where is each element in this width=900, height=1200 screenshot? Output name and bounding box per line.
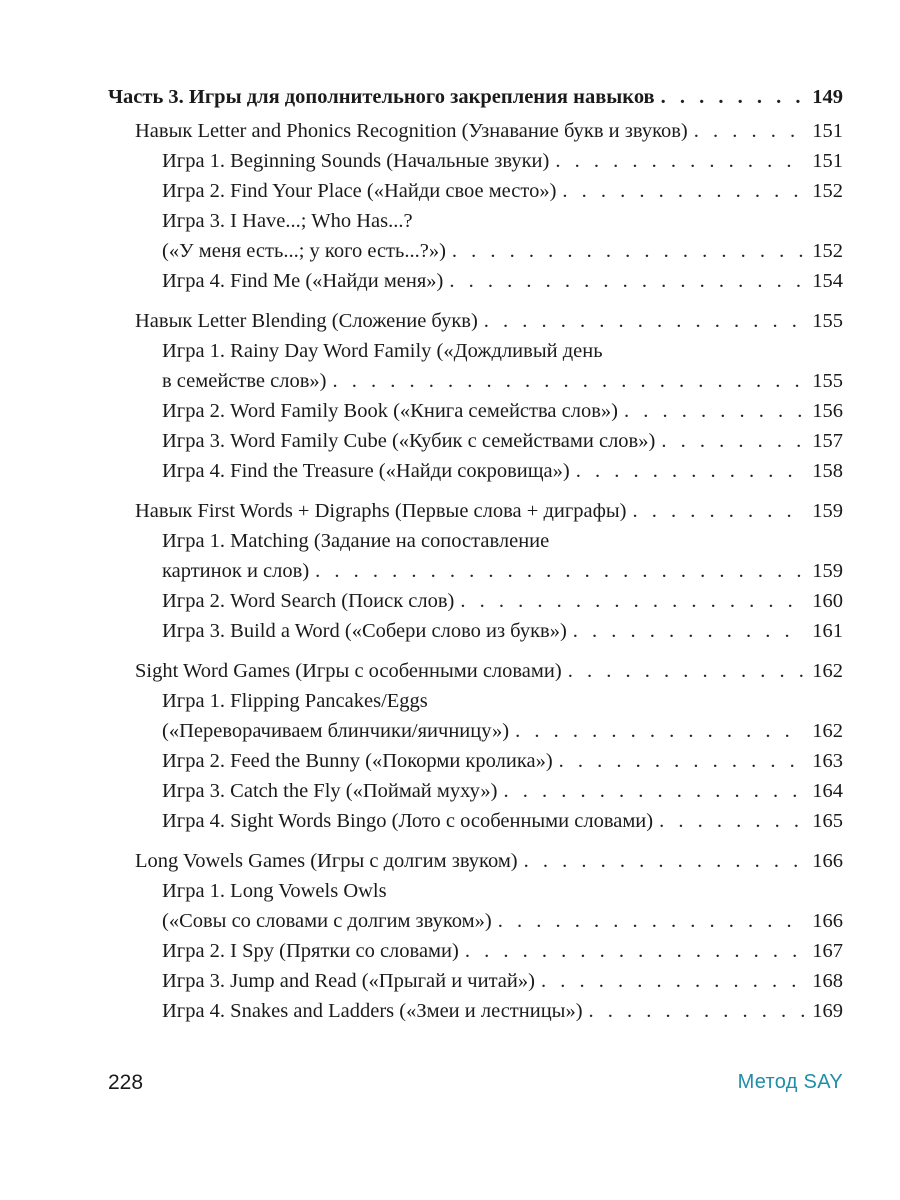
toc-entry-title: («Переворачиваем блинчики/яичницу») [162,720,510,742]
toc-entry-title: Игра 4. Find the Treasure («Найди сокровища») [162,460,570,482]
toc-entry-title: Навык First Words + Digraphs (Первые слова + диграфы) [135,500,627,522]
toc-entry-title: Игра 2. Find Your Place («Найди свое место») [162,180,557,202]
toc-entry[interactable] [108,806,843,836]
toc-page-number: 151 [812,150,843,172]
toc-page-number: 167 [812,940,843,962]
toc-entry-title: Навык Letter Blending (Сложение букв) [135,310,478,332]
dot-leader [559,746,805,776]
toc-section[interactable] [108,496,843,526]
toc-section[interactable] [108,306,843,336]
toc-entry-title: Игра 2. Word Family Book («Книга семейства слов») [162,400,618,422]
toc-entry-title: Long Vowels Games (Игры с долгим звуком) [135,850,518,872]
toc-page-number: 161 [812,620,843,642]
dot-leader [452,236,805,266]
dot-leader [624,396,805,426]
toc-section[interactable] [108,656,843,686]
toc-entry-title: Игра 1. Rainy Day Word Family («Дождливый день [162,340,603,362]
toc-entry[interactable] [108,396,843,426]
toc-page-number: 154 [812,270,843,292]
toc-entry[interactable] [108,936,843,966]
toc-entry-title: («Совы со словами с долгим звуком») [162,910,492,932]
table-of-contents [108,82,843,1026]
toc-page-number: 159 [812,560,843,582]
toc-entry[interactable] [108,996,843,1026]
toc-entry-title: Игра 2. Word Search (Поиск слов) [162,590,455,612]
toc-entry-title: Игра 3. Word Family Cube («Кубик с семействами слов») [162,430,656,452]
toc-entry[interactable] [108,426,843,456]
toc-entry-title: Игра 1. Matching (Задание на сопоставление [162,530,550,552]
toc-section[interactable] [108,116,843,146]
dot-leader [659,806,805,836]
toc-entry[interactable] [108,586,843,616]
toc-entry-title: Игра 3. Catch the Fly («Поймай муху») [162,780,498,802]
dot-leader [661,426,805,456]
toc-entry[interactable] [108,266,843,296]
toc-entry[interactable] [108,746,843,776]
toc-page-number: 162 [812,660,843,682]
toc-page-number: 149 [812,86,843,108]
toc-entry-title: Игра 2. I Spy (Прятки со словами) [162,940,459,962]
toc-entry[interactable] [108,236,843,266]
dot-leader [515,716,805,746]
toc-page-number: 165 [812,810,843,832]
dot-leader [524,846,805,876]
toc-entry-first-line[interactable] [108,526,843,556]
toc-entry-title: Sight Word Games (Игры с особенными словами) [135,660,562,682]
dot-leader [332,366,805,396]
toc-entry[interactable] [108,146,843,176]
toc-page-number: 151 [812,120,843,142]
dot-leader [541,966,805,996]
dot-leader [465,936,805,966]
toc-entry-title: Игра 3. Jump and Read («Прыгай и читай») [162,970,535,992]
toc-entry[interactable] [108,776,843,806]
toc-entry-first-line[interactable] [108,336,843,366]
toc-entry-title: Навык Letter and Phonics Recognition (Узнавание букв и звуков) [135,120,688,142]
toc-entry-title: Игра 1. Long Vowels Owls [162,880,387,902]
toc-entry-title: Игра 4. Snakes and Ladders («Змеи и лестницы») [162,1000,583,1022]
toc-entry-title: картинок и слов) [162,560,310,582]
toc-page-number: 158 [812,460,843,482]
toc-entry-first-line[interactable] [108,206,843,236]
toc-entry[interactable] [108,906,843,936]
page-number: 228 [108,1071,144,1094]
toc-entry-title: Игра 1. Flipping Pancakes/Eggs [162,690,428,712]
dot-leader [562,176,805,206]
toc-entry-title: Часть 3. Игры для дополнительного закрепления навыков [108,86,655,108]
toc-entry[interactable] [108,716,843,746]
toc-entry[interactable] [108,966,843,996]
toc-entry[interactable] [108,366,843,396]
dot-leader [568,656,805,686]
dot-leader [503,776,805,806]
toc-page-number: 168 [812,970,843,992]
toc-entry-title: Игра 3. Build a Word («Собери слово из букв») [162,620,567,642]
toc-page-number: 163 [812,750,843,772]
toc-page-number: 160 [812,590,843,612]
dot-leader [498,906,805,936]
dot-leader [573,616,805,646]
toc-page-number: 155 [812,310,843,332]
toc-entry-title: («У меня есть...; у кого есть...?») [162,240,446,262]
toc-entry[interactable] [108,616,843,646]
toc-page-number: 164 [812,780,843,802]
toc-page-number: 155 [812,370,843,392]
dot-leader [484,306,805,336]
dot-leader [633,496,806,526]
dot-leader [589,996,805,1026]
toc-page-number: 169 [812,1000,843,1022]
dot-leader [576,456,805,486]
toc-entry[interactable] [108,456,843,486]
toc-page-number: 166 [812,910,843,932]
toc-entry-title: Игра 1. Beginning Sounds (Начальные звуки) [162,150,550,172]
toc-entry-title: Игра 3. I Have...; Who Has...? [162,210,413,232]
toc-entry-first-line[interactable] [108,876,843,906]
dot-leader [661,82,805,112]
toc-entry-title: в семействе слов») [162,370,327,392]
dot-leader [555,146,805,176]
toc-page-number: 166 [812,850,843,872]
dot-leader [694,116,805,146]
toc-entry-title: Игра 4. Sight Words Bingo (Лото с особенными словами) [162,810,654,832]
toc-page-number: 157 [812,430,843,452]
toc-entry-title: Игра 2. Feed the Bunny («Покорми кролика») [162,750,553,772]
brand-name: Метод SAY [737,1071,843,1093]
toc-entry-title: Игра 4. Find Me («Найди меня») [162,270,444,292]
dot-leader [315,556,805,586]
toc-entry[interactable] [108,556,843,586]
toc-part-heading[interactable] [108,82,843,112]
toc-page-number: 162 [812,720,843,742]
toc-page-number: 152 [812,180,843,202]
toc-page-number: 159 [812,500,843,522]
dot-leader [460,586,805,616]
toc-page-number: 152 [812,240,843,262]
toc-section[interactable] [108,846,843,876]
toc-entry-first-line[interactable] [108,686,843,716]
dot-leader [449,266,805,296]
toc-entry[interactable] [108,176,843,206]
toc-page-number: 156 [812,400,843,422]
